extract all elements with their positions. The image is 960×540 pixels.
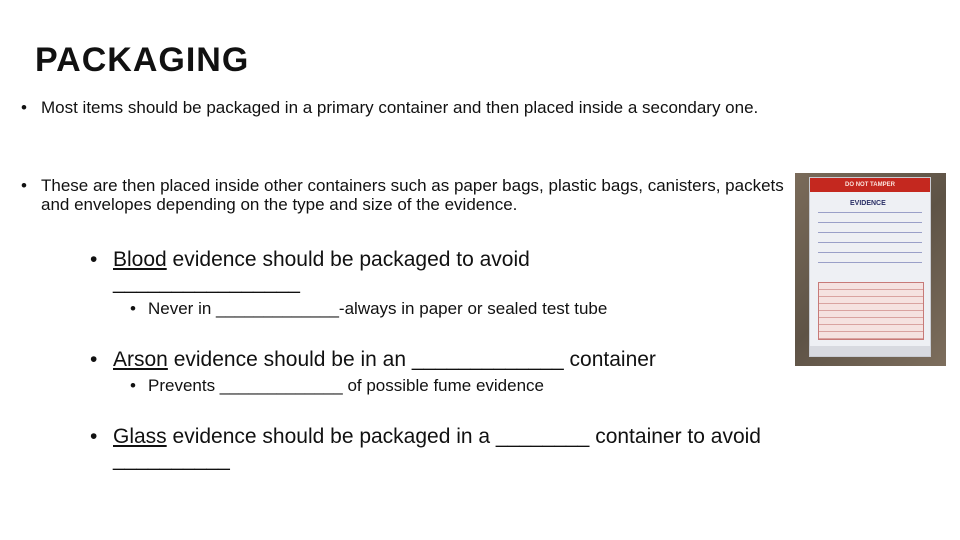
bullet-glass: [0, 425, 800, 471]
bullet-marker: •: [90, 248, 98, 271]
evidence-label: EVIDENCE: [850, 200, 886, 207]
bullet-primary-container: [0, 98, 760, 117]
bullet-blood: [0, 248, 620, 294]
bullet-marker: •: [21, 176, 27, 195]
bullet-marker: •: [90, 348, 98, 371]
bullet-text: Never in _____________-always in paper or sealed test tube: [148, 299, 608, 318]
bullet-marker: •: [130, 376, 136, 395]
sub-bullet-blood: [0, 299, 740, 318]
keyword-glass: Glass: [113, 425, 167, 448]
bullet-text: evidence should be packaged in a ________ container to avoid __________: [113, 425, 761, 471]
bullet-text: evidence should be packaged to avoid ________________: [113, 248, 530, 294]
bullet-marker: •: [21, 98, 27, 117]
sub-bullet-arson: [0, 376, 700, 395]
keyword-arson: Arson: [113, 348, 168, 371]
slide-title: PACKAGING: [35, 41, 250, 79]
form-lines: [818, 212, 922, 272]
bullet-text: Prevents _____________ of possible fume evidence: [148, 376, 545, 395]
evidence-bag-photo: [795, 173, 946, 366]
bullet-marker: •: [130, 299, 136, 318]
bullet-secondary-containers: [0, 176, 790, 214]
tamper-band: DO NOT TAMPER: [810, 178, 930, 192]
evidence-bag: [809, 177, 931, 357]
bullet-text: Most items should be packaged in a primary container and then placed inside a secondary one.: [41, 98, 759, 117]
keyword-blood: Blood: [113, 248, 167, 271]
bullet-text: These are then placed inside other containers such as paper bags, plastic bags, canisters, packets and envelopes depending on the type and size of the evidence.: [41, 176, 784, 214]
bullet-arson: [0, 348, 780, 371]
bag-seal: [810, 346, 930, 356]
chain-of-custody-table: [818, 282, 924, 340]
bullet-marker: •: [90, 425, 98, 448]
bullet-text: evidence should be in an _____________ container: [167, 348, 656, 371]
